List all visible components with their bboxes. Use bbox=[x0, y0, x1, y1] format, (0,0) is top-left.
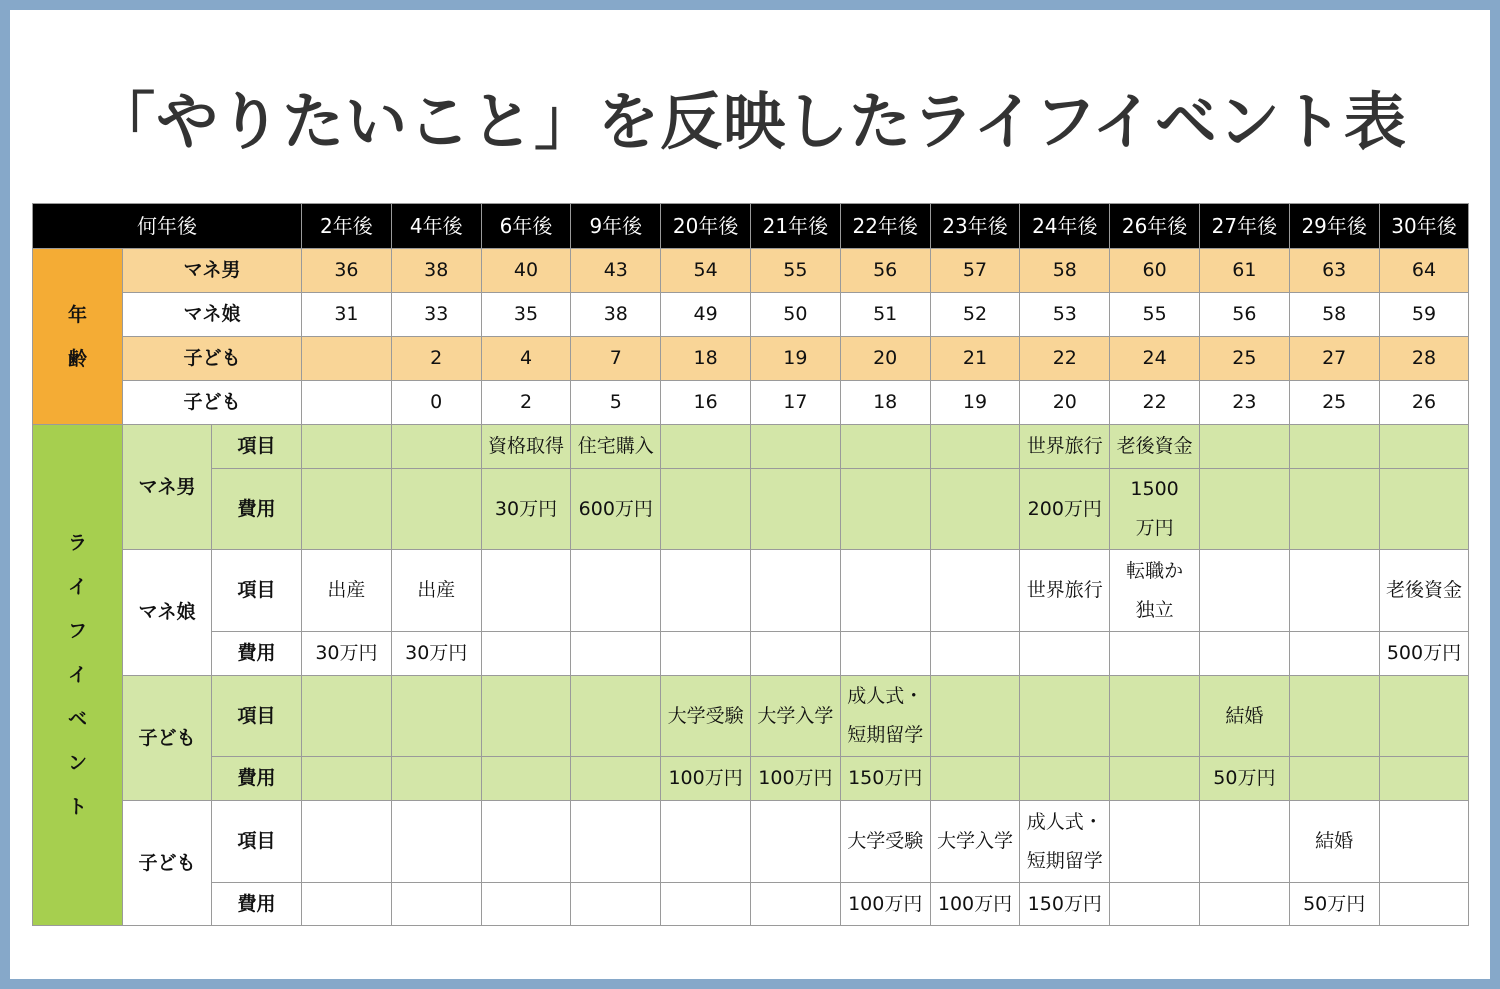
event-cost bbox=[302, 883, 392, 926]
age-value: 63 bbox=[1289, 249, 1379, 293]
event-cost: 50万円 bbox=[1289, 883, 1379, 926]
age-value: 23 bbox=[1199, 381, 1289, 425]
item-label: 項目 bbox=[212, 801, 302, 883]
event-cost bbox=[840, 469, 930, 550]
age-value: 50 bbox=[751, 293, 841, 337]
age-value: 17 bbox=[751, 381, 841, 425]
year-header: 27年後 bbox=[1199, 204, 1289, 249]
event-cost bbox=[840, 632, 930, 676]
age-value: 20 bbox=[1020, 381, 1110, 425]
item-label: 項目 bbox=[212, 676, 302, 757]
event-cost: 100万円 bbox=[751, 757, 841, 801]
event-item-row bbox=[33, 801, 1469, 883]
event-item bbox=[840, 425, 930, 469]
age-value: 24 bbox=[1110, 337, 1200, 381]
event-cost bbox=[751, 632, 841, 676]
event-item: 資格取得 bbox=[481, 425, 571, 469]
age-value: 19 bbox=[930, 381, 1020, 425]
event-cost: 150万円 bbox=[1020, 883, 1110, 926]
age-value bbox=[302, 381, 392, 425]
event-cost bbox=[1289, 632, 1379, 676]
age-value: 56 bbox=[840, 249, 930, 293]
age-row bbox=[33, 293, 1469, 337]
age-value: 36 bbox=[302, 249, 392, 293]
event-cost bbox=[661, 469, 751, 550]
life-event-table bbox=[32, 203, 1469, 926]
age-value: 53 bbox=[1020, 293, 1110, 337]
event-item: 結婚 bbox=[1289, 801, 1379, 883]
event-item: 大学入学 bbox=[930, 801, 1020, 883]
age-value: 38 bbox=[571, 293, 661, 337]
event-item bbox=[930, 676, 1020, 757]
age-value: 51 bbox=[840, 293, 930, 337]
age-value: 2 bbox=[481, 381, 571, 425]
event-cost bbox=[391, 883, 481, 926]
event-cost bbox=[1110, 632, 1200, 676]
event-cost bbox=[1110, 757, 1200, 801]
event-cost bbox=[391, 757, 481, 801]
event-cost: 100万円 bbox=[661, 757, 751, 801]
event-cost bbox=[1199, 469, 1289, 550]
age-value: 25 bbox=[1289, 381, 1379, 425]
event-cost bbox=[1379, 469, 1469, 550]
event-cost-row bbox=[33, 469, 1469, 550]
event-item bbox=[302, 425, 392, 469]
age-value: 20 bbox=[840, 337, 930, 381]
event-item bbox=[1379, 425, 1469, 469]
person-label: マネ娘 bbox=[123, 293, 302, 337]
event-item bbox=[1289, 676, 1379, 757]
age-row bbox=[33, 337, 1469, 381]
age-value: 2 bbox=[391, 337, 481, 381]
event-item: 結婚 bbox=[1199, 676, 1289, 757]
event-cost bbox=[481, 757, 571, 801]
age-value: 0 bbox=[391, 381, 481, 425]
event-cost bbox=[1020, 757, 1110, 801]
event-cost bbox=[1199, 632, 1289, 676]
event-item bbox=[1110, 801, 1200, 883]
event-item bbox=[661, 425, 751, 469]
event-item bbox=[302, 676, 392, 757]
life-event-group-label: ラ イ フ イ ベ ン ト bbox=[33, 425, 123, 926]
age-value: 4 bbox=[481, 337, 571, 381]
age-value: 18 bbox=[840, 381, 930, 425]
event-item: 成人式・ 短期留学 bbox=[840, 676, 930, 757]
event-item: 大学入学 bbox=[751, 676, 841, 757]
event-cost bbox=[1379, 757, 1469, 801]
cost-label: 費用 bbox=[212, 632, 302, 676]
age-value: 52 bbox=[930, 293, 1020, 337]
person-label: マネ男 bbox=[123, 425, 212, 550]
event-cost: 500万円 bbox=[1379, 632, 1469, 676]
event-item bbox=[930, 550, 1020, 632]
age-value: 64 bbox=[1379, 249, 1469, 293]
age-value: 19 bbox=[751, 337, 841, 381]
item-label: 項目 bbox=[212, 550, 302, 632]
event-cost bbox=[302, 469, 392, 550]
event-item bbox=[302, 801, 392, 883]
event-item bbox=[751, 425, 841, 469]
event-item bbox=[391, 425, 481, 469]
age-value: 7 bbox=[571, 337, 661, 381]
year-header: 6年後 bbox=[481, 204, 571, 249]
event-item: 出産 bbox=[391, 550, 481, 632]
year-header: 29年後 bbox=[1289, 204, 1379, 249]
event-cost-row bbox=[33, 757, 1469, 801]
event-item: 大学受験 bbox=[840, 801, 930, 883]
event-cost: 1500 万円 bbox=[1110, 469, 1200, 550]
event-item bbox=[1199, 801, 1289, 883]
age-value: 60 bbox=[1110, 249, 1200, 293]
event-item bbox=[1379, 676, 1469, 757]
age-group-label: 年 齢 bbox=[33, 249, 123, 425]
event-item: 住宅購入 bbox=[571, 425, 661, 469]
event-item bbox=[1289, 550, 1379, 632]
event-cost bbox=[1289, 469, 1379, 550]
age-value: 33 bbox=[391, 293, 481, 337]
event-item bbox=[391, 676, 481, 757]
event-cost-row bbox=[33, 883, 1469, 926]
age-value: 28 bbox=[1379, 337, 1469, 381]
header-row bbox=[33, 204, 1469, 249]
event-cost: 150万円 bbox=[840, 757, 930, 801]
event-item-row bbox=[33, 676, 1469, 757]
age-value: 54 bbox=[661, 249, 751, 293]
event-item-row bbox=[33, 425, 1469, 469]
age-value bbox=[302, 337, 392, 381]
year-header: 9年後 bbox=[571, 204, 661, 249]
event-cost bbox=[1020, 632, 1110, 676]
event-item bbox=[1379, 801, 1469, 883]
event-cost bbox=[571, 757, 661, 801]
age-value: 49 bbox=[661, 293, 751, 337]
event-cost bbox=[391, 469, 481, 550]
event-cost bbox=[661, 632, 751, 676]
event-cost: 100万円 bbox=[930, 883, 1020, 926]
event-cost bbox=[481, 632, 571, 676]
event-item-row bbox=[33, 550, 1469, 632]
event-cost bbox=[930, 469, 1020, 550]
age-value: 18 bbox=[661, 337, 751, 381]
event-cost bbox=[1110, 883, 1200, 926]
event-item bbox=[930, 425, 1020, 469]
year-header: 2年後 bbox=[302, 204, 392, 249]
person-label: 子ども bbox=[123, 676, 212, 801]
event-cost: 100万円 bbox=[840, 883, 930, 926]
event-cost: 30万円 bbox=[481, 469, 571, 550]
event-cost: 30万円 bbox=[302, 632, 392, 676]
event-item bbox=[751, 801, 841, 883]
event-cost bbox=[1199, 883, 1289, 926]
event-cost bbox=[571, 883, 661, 926]
event-cost bbox=[930, 757, 1020, 801]
person-label: マネ娘 bbox=[123, 550, 212, 676]
age-value: 56 bbox=[1199, 293, 1289, 337]
event-cost bbox=[751, 883, 841, 926]
event-item bbox=[571, 550, 661, 632]
year-header: 21年後 bbox=[751, 204, 841, 249]
event-item: 転職か 独立 bbox=[1110, 550, 1200, 632]
age-value: 59 bbox=[1379, 293, 1469, 337]
event-item bbox=[1199, 550, 1289, 632]
event-item: 老後資金 bbox=[1110, 425, 1200, 469]
event-item bbox=[1020, 676, 1110, 757]
event-item bbox=[661, 801, 751, 883]
year-header: 23年後 bbox=[930, 204, 1020, 249]
year-header: 4年後 bbox=[391, 204, 481, 249]
event-cost: 600万円 bbox=[571, 469, 661, 550]
year-header: 22年後 bbox=[840, 204, 930, 249]
year-header: 26年後 bbox=[1110, 204, 1200, 249]
age-value: 61 bbox=[1199, 249, 1289, 293]
person-label: 子ども bbox=[123, 337, 302, 381]
year-header: 24年後 bbox=[1020, 204, 1110, 249]
age-value: 43 bbox=[571, 249, 661, 293]
person-label: 子ども bbox=[123, 381, 302, 425]
event-item: 老後資金 bbox=[1379, 550, 1469, 632]
event-cost: 30万円 bbox=[391, 632, 481, 676]
cost-label: 費用 bbox=[212, 469, 302, 550]
page-title: 「やりたいこと」を反映したライフイベント表 bbox=[93, 85, 1407, 158]
item-label: 項目 bbox=[212, 425, 302, 469]
event-item bbox=[661, 550, 751, 632]
event-item bbox=[571, 801, 661, 883]
person-label: マネ男 bbox=[123, 249, 302, 293]
age-row bbox=[33, 381, 1469, 425]
age-value: 26 bbox=[1379, 381, 1469, 425]
cost-label: 費用 bbox=[212, 757, 302, 801]
event-item: 世界旅行 bbox=[1020, 550, 1110, 632]
event-item bbox=[481, 801, 571, 883]
event-item bbox=[481, 550, 571, 632]
event-cost bbox=[302, 757, 392, 801]
year-header: 30年後 bbox=[1379, 204, 1469, 249]
age-value: 57 bbox=[930, 249, 1020, 293]
event-cost bbox=[930, 632, 1020, 676]
person-label: 子ども bbox=[123, 801, 212, 926]
age-row bbox=[33, 249, 1469, 293]
event-item: 出産 bbox=[302, 550, 392, 632]
age-value: 40 bbox=[481, 249, 571, 293]
event-cost bbox=[1289, 757, 1379, 801]
year-header: 20年後 bbox=[661, 204, 751, 249]
event-item bbox=[751, 550, 841, 632]
event-cost-row bbox=[33, 632, 1469, 676]
event-item bbox=[571, 676, 661, 757]
age-value: 5 bbox=[571, 381, 661, 425]
event-item bbox=[481, 676, 571, 757]
age-value: 58 bbox=[1289, 293, 1379, 337]
event-item bbox=[1199, 425, 1289, 469]
event-item: 成人式・ 短期留学 bbox=[1020, 801, 1110, 883]
cost-label: 費用 bbox=[212, 883, 302, 926]
event-cost bbox=[571, 632, 661, 676]
event-cost bbox=[481, 883, 571, 926]
event-item bbox=[840, 550, 930, 632]
event-cost: 200万円 bbox=[1020, 469, 1110, 550]
age-value: 35 bbox=[481, 293, 571, 337]
event-item bbox=[1289, 425, 1379, 469]
age-value: 31 bbox=[302, 293, 392, 337]
age-value: 16 bbox=[661, 381, 751, 425]
event-item: 大学受験 bbox=[661, 676, 751, 757]
age-value: 25 bbox=[1199, 337, 1289, 381]
age-value: 58 bbox=[1020, 249, 1110, 293]
age-value: 55 bbox=[751, 249, 841, 293]
event-item: 世界旅行 bbox=[1020, 425, 1110, 469]
age-value: 21 bbox=[930, 337, 1020, 381]
event-item bbox=[1110, 676, 1200, 757]
age-value: 55 bbox=[1110, 293, 1200, 337]
age-value: 22 bbox=[1020, 337, 1110, 381]
event-item bbox=[391, 801, 481, 883]
age-value: 22 bbox=[1110, 381, 1200, 425]
age-value: 27 bbox=[1289, 337, 1379, 381]
header-label: 何年後 bbox=[33, 204, 302, 249]
event-cost bbox=[1379, 883, 1469, 926]
event-cost bbox=[661, 883, 751, 926]
event-cost bbox=[751, 469, 841, 550]
age-value: 38 bbox=[391, 249, 481, 293]
event-cost: 50万円 bbox=[1199, 757, 1289, 801]
